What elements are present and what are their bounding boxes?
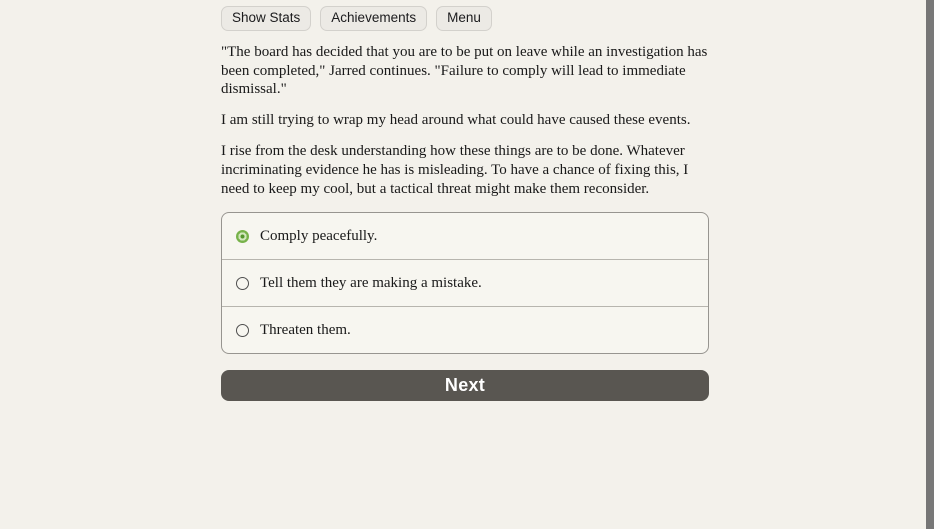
story-text xyxy=(221,43,709,198)
story-paragraph: I rise from the desk understanding how these things are to be done. Whatever incriminating evidence he has is misleading. To have a chance of fixing this, I need to keep my cool, but a tactical threat might make them reconsider. xyxy=(221,143,689,197)
choice-option-threaten[interactable] xyxy=(222,306,708,353)
story-paragraph: "The board has decided that you are to be put on leave while an investigation has been completed," Jarred continues. "Failure to comply will lead to immediate dismissal." xyxy=(221,44,708,98)
choice-label[interactable]: Threaten them. xyxy=(260,321,351,338)
story-content-column xyxy=(221,0,709,401)
choice-label[interactable]: Tell them they are making a mistake. xyxy=(260,274,482,291)
story-paragraph: I am still trying to wrap my head around what could have caused these events. xyxy=(221,112,691,129)
scrollbar[interactable] xyxy=(926,0,940,529)
choice-option-comply[interactable] xyxy=(222,213,708,259)
show-stats-button[interactable]: Show Stats xyxy=(221,6,311,31)
radio-unselected-icon[interactable] xyxy=(236,324,249,337)
choice-label[interactable]: Comply peacefully. xyxy=(260,227,378,244)
top-nav-bar xyxy=(221,0,709,31)
achievements-button[interactable]: Achievements xyxy=(320,6,427,31)
choice-option-mistake[interactable] xyxy=(222,259,708,306)
scrollbar-thumb[interactable] xyxy=(926,0,934,529)
choice-list xyxy=(221,212,709,354)
next-button[interactable]: Next xyxy=(221,370,709,401)
radio-selected-icon[interactable] xyxy=(236,230,249,243)
radio-unselected-icon[interactable] xyxy=(236,277,249,290)
menu-button[interactable]: Menu xyxy=(436,6,492,31)
